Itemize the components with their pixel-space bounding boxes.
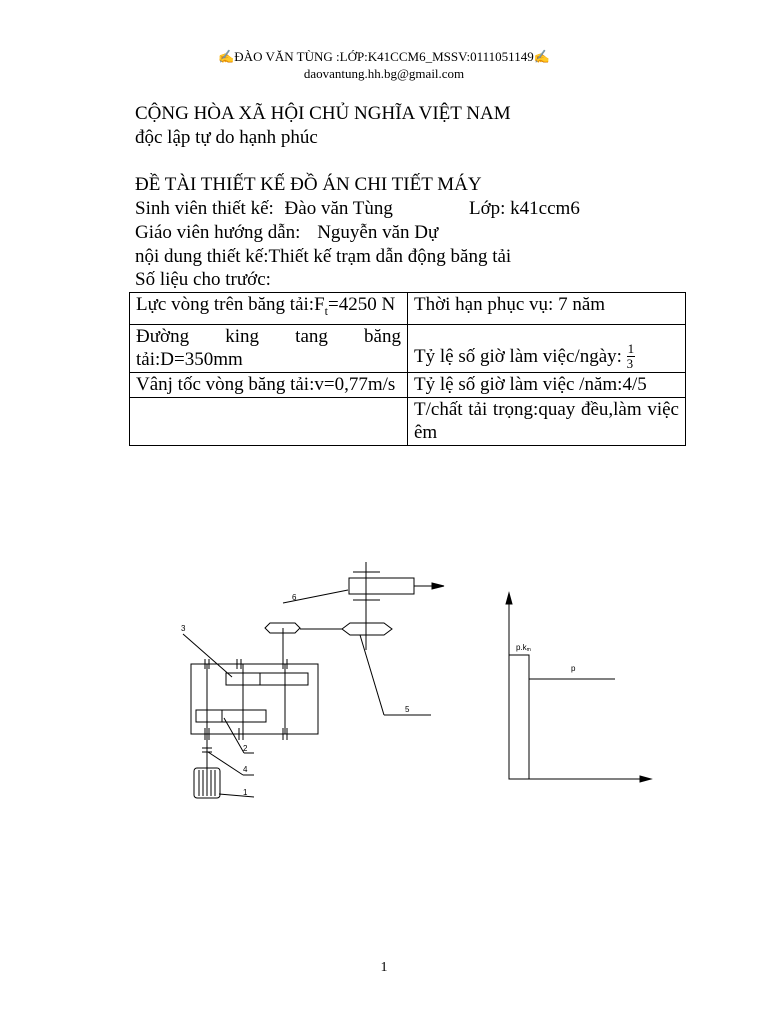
peak-load-bar <box>509 655 529 779</box>
gear-2a <box>196 710 222 722</box>
hours-per-day-cell: Tỷ lệ số giờ làm việc/ngày: $\frac{1}{3}$ <box>408 324 686 372</box>
class-label: Lớp: k41ccm6 <box>469 198 580 219</box>
nominal-load-label: p <box>571 664 576 673</box>
label-5: 5 <box>405 705 410 714</box>
hours-per-year-cell: Tỷ lệ số giờ làm việc /năm:4/5 <box>408 372 686 397</box>
author-header: ✍ĐÀO VĂN TÙNG :LỚP:K41CCM6_MSSV:0111051149✍ <box>218 49 550 64</box>
gear-3b <box>260 673 308 685</box>
label-6: 6 <box>292 593 297 602</box>
design-content: nội dung thiết kế:Thiết kế trạm dẫn động băng tải <box>135 246 512 267</box>
country-heading: CỘNG HÒA XÃ HỘI CHỦ NGHĨA VIỆT NAM <box>135 103 511 124</box>
load-character-cell: T/chất tải trọng:quay đều,làm việc êm <box>408 397 686 445</box>
author-email: daovantung.hh.bg@gmail.com <box>303 66 465 81</box>
force-cell: Lực vòng trên băng $tải:F_t=4250$ N <box>130 293 408 325</box>
conveyor-drum <box>349 578 414 594</box>
motto: độc lập tự do hạnh phúc <box>135 127 318 148</box>
label-3: 3 <box>181 624 186 633</box>
gearbox-housing <box>191 664 318 734</box>
student-name: Đào văn Tùng <box>284 198 393 219</box>
student-label: Sinh viên thiết kế: <box>135 198 274 219</box>
label-4: 4 <box>243 765 248 774</box>
drum-diameter-cell: Đường king tang băng tải:D=350mm <box>130 324 408 372</box>
service-life-cell: Thời hạn phục vụ: 7 năm <box>408 293 686 325</box>
load-graph <box>506 593 651 782</box>
peak-load-label: p.km <box>516 643 531 653</box>
hours-fraction: $\frac{1}{3}$ <box>626 340 635 371</box>
label-1: 1 <box>243 788 248 797</box>
advisor-label: Giáo viên hướng dẫn: <box>135 222 301 243</box>
page-number: 1 <box>380 960 388 975</box>
gear-2b <box>222 710 266 722</box>
large-sprocket <box>342 623 392 635</box>
label-2: 2 <box>243 744 248 753</box>
advisor-name: Nguyễn văn Dự <box>317 222 439 243</box>
project-title: ĐỀ TÀI THIẾT KẾ ĐỒ ÁN CHI TIẾT MÁY <box>135 174 482 195</box>
belt-speed-cell: Vânj tốc vòng băng tải:v=0,77m/s <box>130 372 408 397</box>
given-data-label: Số liệu cho trước: <box>135 269 271 290</box>
